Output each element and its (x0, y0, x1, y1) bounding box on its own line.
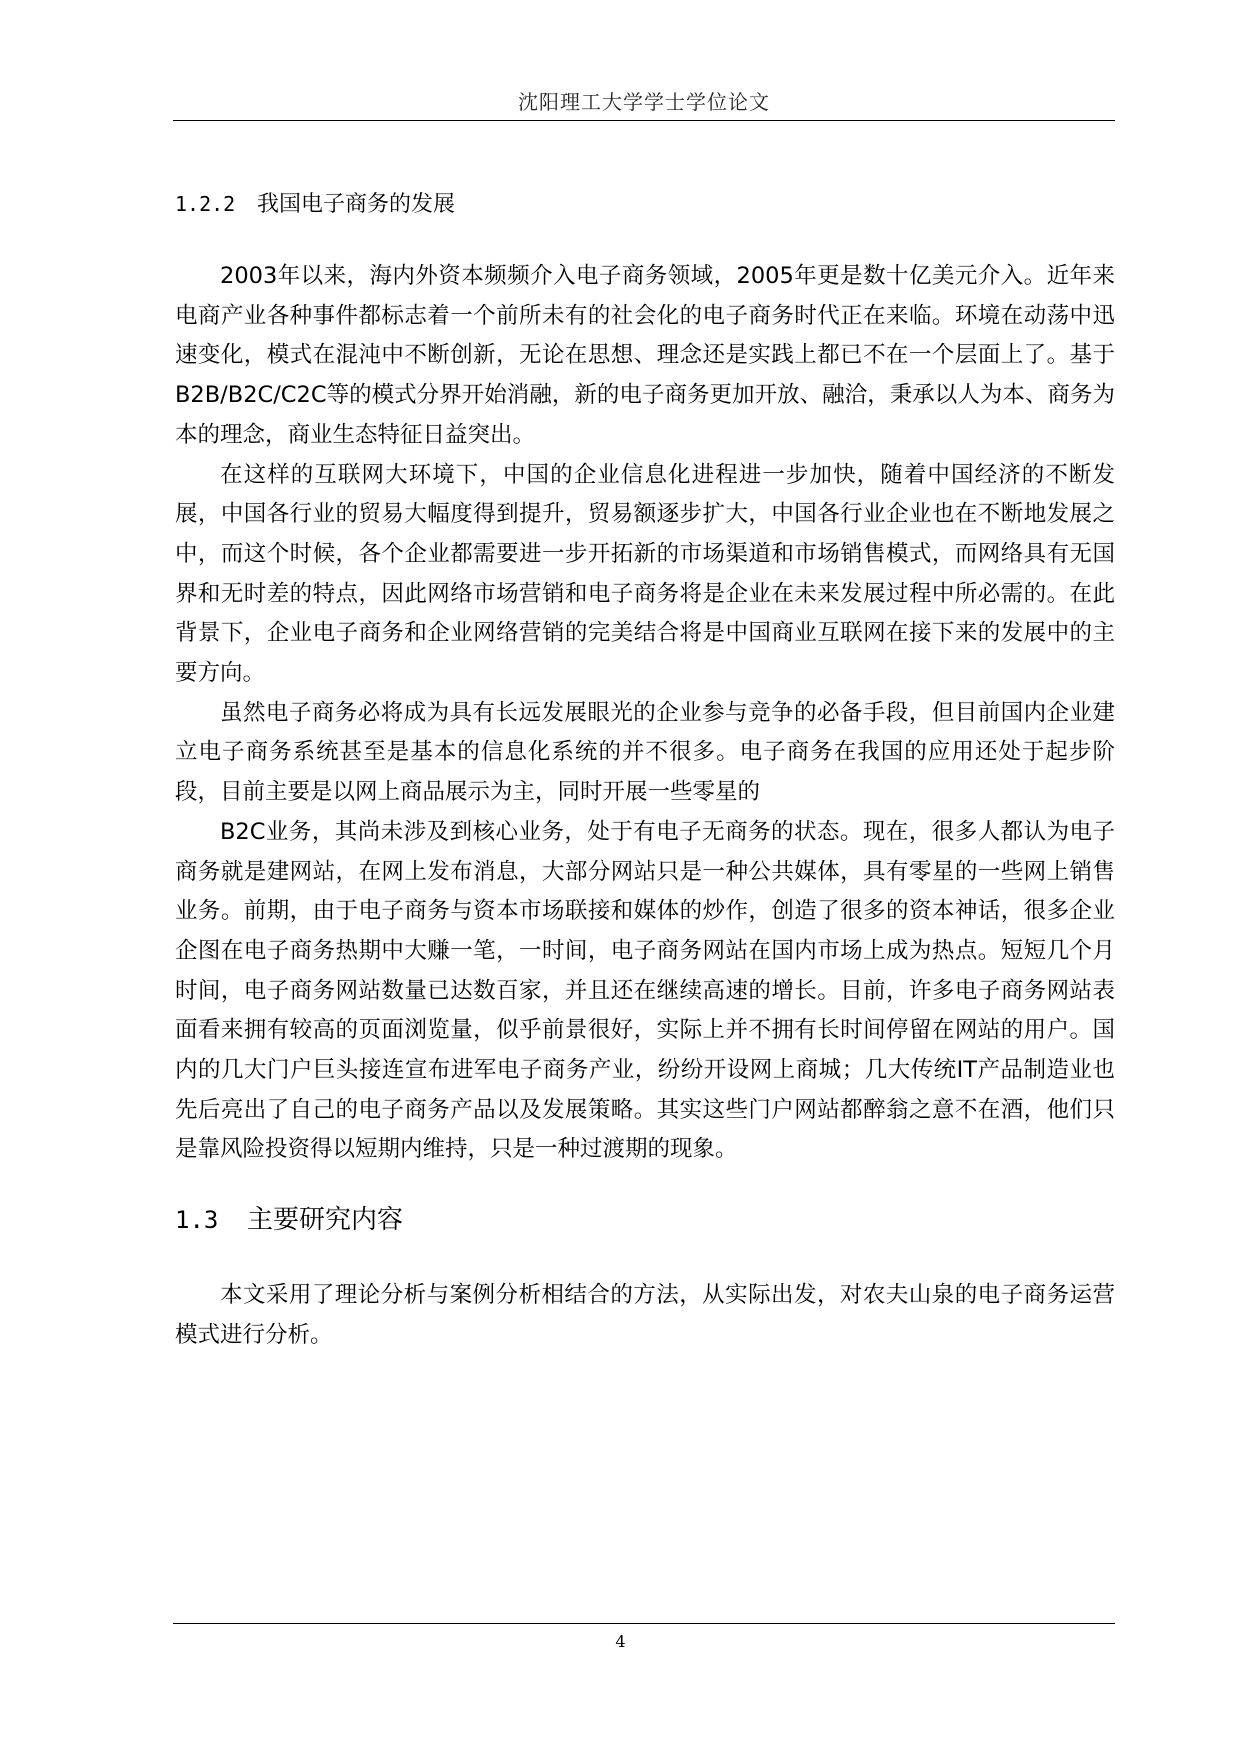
footer-rule (173, 1623, 1115, 1624)
section-title: 我国电子商务的发展 (257, 192, 456, 217)
section-number: 1.3 (175, 1206, 219, 1235)
paragraph: 2003年以来，海内外资本频频介入电子商务领域，2005年更是数十亿美元介入。近年来电商产业各种事件都标志着一个前所未有的社会化的电子商务时代正在来临。环境在动荡中迅速变化，模式在混沌中不断创新，无论在思想、理念还是实践上都已不在一个层面上了。基于B2B/B2C/C2C等的模式分界开始消融，新的电子商务更加开放、融洽，秉承以人为本、商务为本的理念，商业生态特征日益突出。 (175, 263, 1115, 448)
page-body (175, 186, 1115, 1356)
section-number: 1.2.2 (175, 192, 236, 216)
paragraph: 本文采用了理论分析与案例分析相结合的方法，从实际出发，对农夫山泉的电子商务运营模式进行分析。 (175, 1282, 1115, 1348)
paragraph: 在这样的互联网大环境下，中国的企业信息化进程进一步加快，随着中国经济的不断发展，中国各行业的贸易大幅度得到提升，贸易额逐步扩大，中国各行业企业也在不断地发展之中，而这个时候，各个企业都需要进一步开拓新的市场渠道和市场销售模式，而网络具有无国界和无时差的特点，因此网络市场营销和电子商务将是企业在未来发展过程中所必需的。在此背景下，企业电子商务和企业网络营销的完美结合将是中国商业互联网在接下来的发展中的主要方向。 (175, 461, 1115, 687)
paragraph: B2C业务，其尚未涉及到核心业务，处于有电子无商务的状态。现在，很多人都认为电子商务就是建网站，在网上发布消息，大部分网站只是一种公共媒体，具有零星的一些网上销售业务。前期，由于电子商务与资本市场联接和媒体的炒作，创造了很多的资本神话，很多企业企图在电子商务热期中大赚一笔，一时间，电子商务网站在国内市场上成为热点。短短几个月时间，电子商务网站数量已达数百家，并且还在继续高速的增长。目前，许多电子商务网站表面看来拥有较高的页面浏览量，似乎前景很好，实际上并不拥有长时间停留在网站的用户。国内的几大门户巨头接连宣布进军电子商务产业，纷纷开设网上商城；几大传统IT产品制造业也先后亮出了自己的电子商务产品以及发展策略。其实这些门户网站都醉翁之意不在酒，他们只是靠风险投资得以短期内维持，只是一种过渡期的现象。 (175, 818, 1115, 1163)
page-header (173, 84, 1115, 121)
header-title: 沈阳理工大学学士学位论文 (518, 90, 770, 114)
section-heading-1-2-2 (175, 186, 1115, 223)
paragraph: 虽然电子商务必将成为具有长远发展眼光的企业参与竞争的必备手段，但目前国内企业建立电子商务系统甚至是基本的信息化系统的并不很多。电子商务在我国的应用还处于起步阶段，目前主要是以网上商品展示为主，同时开展一些零星的 (175, 699, 1115, 806)
section-heading-1-3 (175, 1200, 1115, 1240)
page-number: 4 (615, 1632, 626, 1651)
section-title: 主要研究内容 (247, 1205, 404, 1236)
